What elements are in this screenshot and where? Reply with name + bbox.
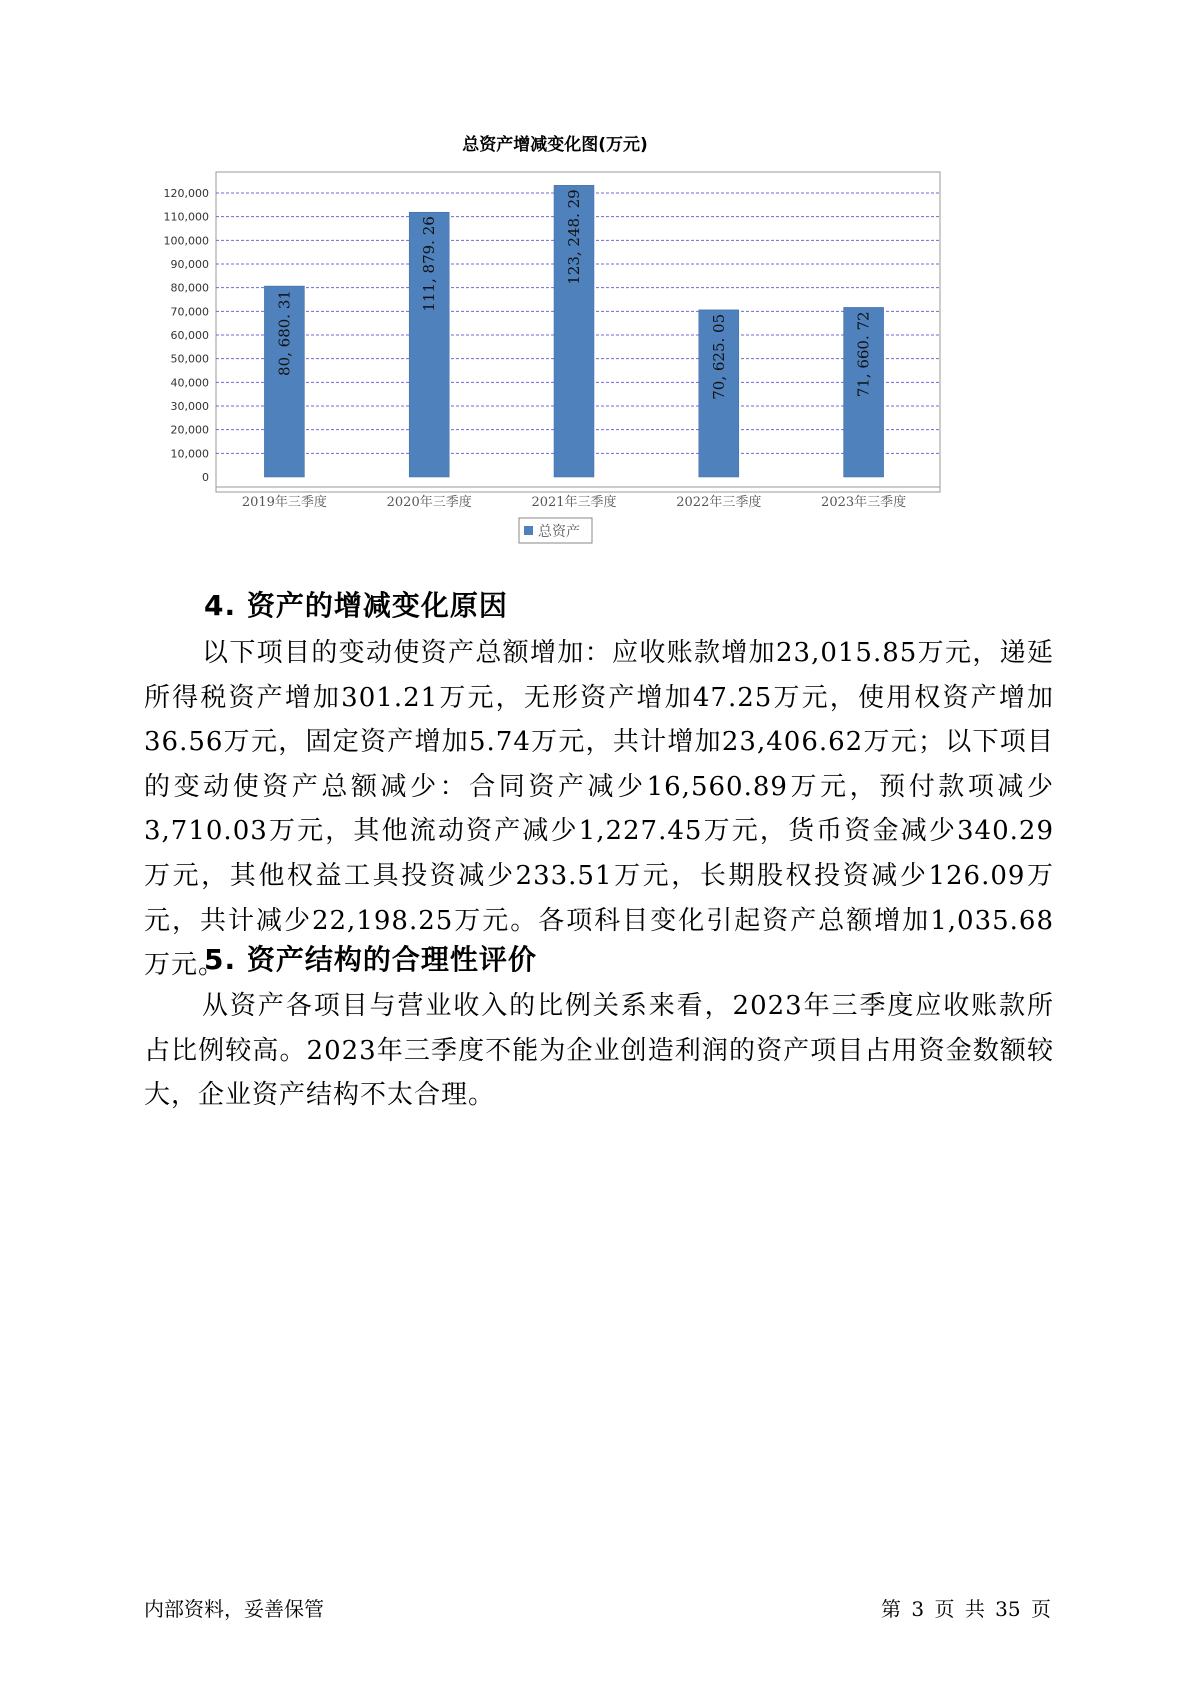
legend-swatch: [524, 526, 533, 535]
section5-body: [144, 984, 1054, 1118]
y-axis: [164, 187, 210, 484]
section4-body: [144, 631, 1054, 988]
y-tick-label: 70,000: [170, 305, 209, 319]
bar-data-label: 123, 248. 29: [565, 189, 583, 285]
y-tick-label: 30,000: [170, 400, 209, 413]
section4-paragraph: 以下项目的变动使资产总额增加：应收账款增加23,015.85万元，递延所得税资产增加301.21万元，无形资产增加47.25万元，使用权资产增加36.56万元，固定资产增加5.74万元，共计增加23,406.62万元；以下项目的变动使资产总额减少：合同资产减少16,560.89万元，预付款项减少3,710.03万元，其他流动资产减少1,227.45万元，货币资金减少340.29万元，其他权益工具投资减少233.51万元，长期股权投资减少126.09万元，共计减少22,198.25万元。各项科目变化引起资产总额增加1,035.68万元。: [144, 638, 1054, 981]
legend-label: 总资产: [538, 524, 580, 540]
x-tick-label: 2022年三季度: [676, 495, 762, 510]
section4-heading: 4. 资产的增减变化原因: [204, 589, 508, 622]
y-tick-label: 80,000: [170, 281, 209, 295]
y-tick-label: 50,000: [170, 352, 209, 366]
y-tick-label: 90,000: [170, 258, 209, 271]
chart-title: 总资产增减变化图(万元): [462, 135, 648, 155]
x-tick-label: 2020年三季度: [386, 495, 472, 510]
chart-svg: [160, 135, 1020, 595]
legend: [519, 518, 592, 543]
y-tick-label: 110,000: [163, 210, 209, 224]
bar-data-label: 71, 660. 72: [854, 311, 873, 398]
bar-data-label: 111, 879. 26: [420, 216, 439, 312]
bar-data-label: 70, 625. 05: [709, 313, 728, 400]
x-tick-label: 2023年三季度: [821, 495, 907, 510]
y-tick-label: 20,000: [170, 423, 209, 437]
y-tick-label: 40,000: [170, 376, 209, 390]
bar-data-label: 80, 680. 31: [275, 290, 294, 376]
y-tick-label: 0: [202, 471, 209, 484]
footer-page-number: 第 3 页 共 35 页: [881, 1597, 1051, 1621]
x-axis: [242, 494, 906, 510]
x-tick-label: 2019年三季度: [241, 495, 327, 510]
footer-confidential: 内部资料，妥善保管: [144, 1597, 324, 1621]
y-tick-label: 60,000: [170, 329, 209, 342]
x-tick-label: 2021年三季度: [531, 495, 617, 510]
y-tick-label: 120,000: [163, 187, 209, 200]
section5-heading: 5. 资产结构的合理性评价: [204, 943, 537, 976]
y-tick-label: 100,000: [163, 234, 209, 248]
total-assets-chart: [160, 135, 1020, 595]
y-tick-label: 10,000: [170, 447, 209, 461]
section5-paragraph: 从资产各项目与营业收入的比例关系来看，2023年三季度应收账款所占比例较高。2023年三季度不能为企业创造利润的资产项目占用资金数额较大，企业资产结构不太合理。: [144, 991, 1054, 1111]
